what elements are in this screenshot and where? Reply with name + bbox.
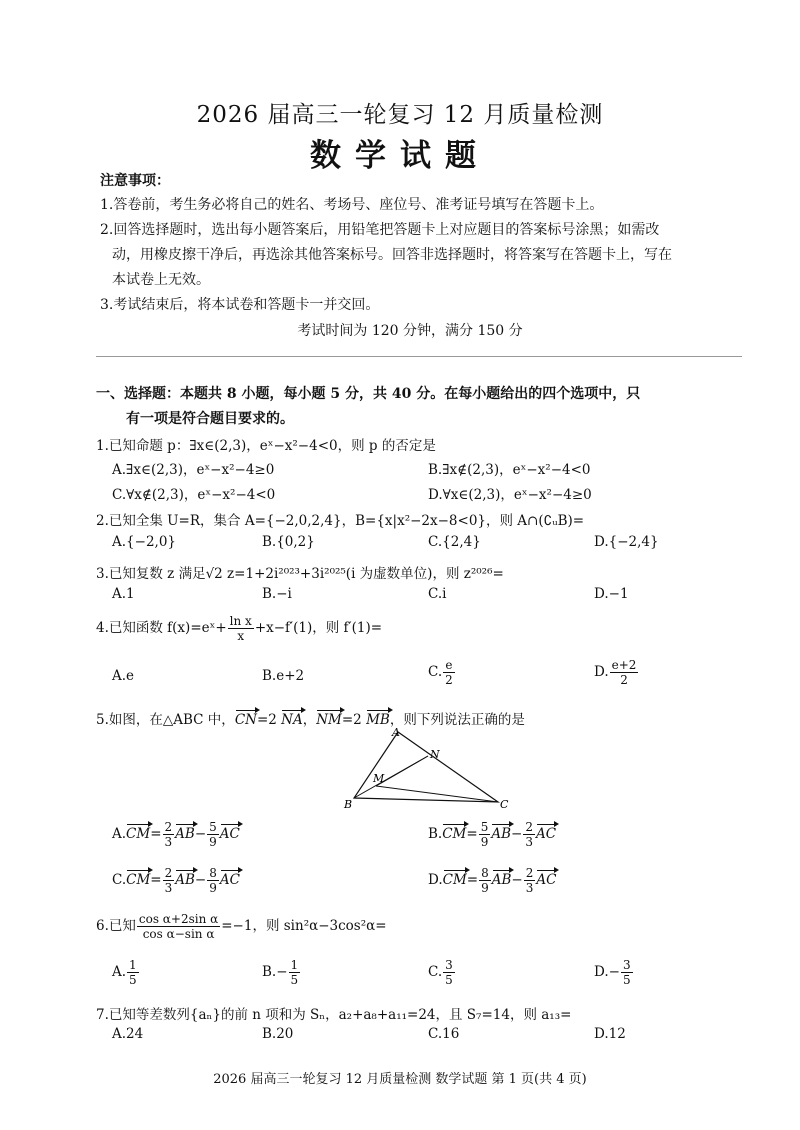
q4-stem: 4.已知函数 f(x)=eˣ+ $\frac{\text{ln x}}{x}$ +x−f′(1)，则 f′(1)= (96, 614, 383, 643)
q7-stem: 7.已知等差数列{aₙ}的前 n 项和为 Sₙ，a₂+a₈+a₁₁=24，且 S₇=14，则 a₁₃= (96, 1007, 572, 1023)
q5-option-c: C.CM= $\frac{2}{3}$ AB− $\frac{8}{9}$ AC (112, 866, 240, 895)
notice-item-2-line1: 2.回答选择题时，选出每小题答案后，用铅笔把答题卡上对应题目的答案标号涂黑；如需改 (100, 222, 660, 238)
q3-option-a: A.1 (112, 586, 135, 602)
q7-option-c: C.16 (428, 1026, 460, 1042)
q6-stem: 6.已知 $\frac{\text{cos α+2sin α}}{\text{cos α−sin α}}$ =−1，则 sin²α−3cos²α= (96, 912, 387, 941)
q3-stem: 3.已知复数 z 满足√2 z=1+2i²⁰²³+3i²⁰²⁵(i 为虚数单位)，则 z²⁰²⁶= (96, 566, 504, 582)
notice-item-2-line2: 动，用橡皮擦干净后，再选涂其他答案标号。回答非选择题时，将答案写在答题卡上，写在 (112, 247, 672, 263)
page-footer: 2026 届高三一轮复习 12 月质量检测 数学试题 第 1 页(共 4 页) (213, 1072, 587, 1087)
exam-title: 2026 届高三一轮复习 12 月质量检测 (196, 102, 604, 128)
q6-option-d: D.− $\frac{3}{5}$ (594, 958, 631, 987)
q4-option-c: C. $\frac{e}{2}$ (428, 658, 453, 687)
q2-option-d: D.{−2,4} (594, 534, 659, 550)
q1-option-c: C.∀x∉(2,3)，eˣ−x²−4<0 (112, 487, 276, 503)
fig-label-m: M (373, 772, 385, 785)
q6-fraction: $\frac{\text{cos α+2sin α}}{\text{cos α−sin α}}$ (138, 912, 219, 941)
divider (96, 356, 742, 357)
q2-stem: 2.已知全集 U=R，集合 A={−2,0,2,4}，B={x|x²−2x−8<0}，则 A∩(∁ᵤB)= (96, 513, 585, 529)
notice-item-3: 3.考试结束后，将本试卷和答题卡一并交回。 (100, 297, 380, 313)
q7-option-b: B.20 (262, 1026, 294, 1042)
q3-option-c: C.i (428, 586, 447, 602)
q4-option-b: B.e+2 (262, 668, 305, 684)
notice-item-2-line3: 本试卷上无效。 (112, 272, 210, 288)
q2-option-b: B.{0,2} (262, 534, 315, 550)
fig-label-b: B (344, 798, 353, 811)
q5-option-b: B.CM= $\frac{5}{9}$ AB− $\frac{2}{3}$ AC (428, 820, 557, 849)
q5-stem: 5.如图，在△ABC 中，CN=2 NA，NM=2 MB，则下列说法正确的是 (96, 712, 525, 728)
q3-option-b: B.−i (262, 586, 292, 602)
triangle-figure (340, 726, 520, 811)
q7-option-a: A.24 (112, 1026, 144, 1042)
q1-stem: 1.已知命题 p：∃x∈(2,3)，eˣ−x²−4<0，则 p 的否定是 (96, 438, 436, 454)
notice-label: 注意事项： (100, 173, 170, 189)
fig-label-c: C (500, 798, 509, 811)
fig-label-a: A (392, 726, 400, 739)
q2-option-a: A.{−2,0} (112, 534, 176, 550)
q5-option-d: D.CM= $\frac{8}{9}$ AB− $\frac{2}{3}$ AC (428, 866, 557, 895)
q3-option-d: D.−1 (594, 586, 629, 602)
subject-title: 数学试题 (310, 138, 490, 174)
section-heading-line2: 有一项是符合题目要求的。 (126, 411, 294, 427)
fig-label-n: N (430, 748, 440, 761)
q5-option-a: A.CM= $\frac{2}{3}$ AB− $\frac{5}{9}$ AC (112, 820, 240, 849)
q6-option-a: A. $\frac{1}{5}$ (112, 958, 137, 987)
q1-option-a: A.∃x∈(2,3)，eˣ−x²−4≥0 (112, 462, 275, 478)
q6-option-c: C. $\frac{3}{5}$ (428, 958, 453, 987)
q1-option-b: B.∃x∉(2,3)，eˣ−x²−4<0 (428, 462, 591, 478)
q1-option-d: D.∀x∈(2,3)，eˣ−x²−4≥0 (428, 487, 592, 503)
q4-fraction: $\frac{\text{ln x}}{x}$ (229, 614, 252, 643)
section-heading-line1: 一、选择题：本题共 8 小题，每小题 5 分，共 40 分。在每小题给出的四个选项中，只 (96, 386, 641, 402)
q2-option-c: C.{2,4} (428, 534, 481, 550)
q4-option-d: D. $\frac{e+2}{2}$ (594, 658, 637, 687)
q4-option-a: A.e (112, 668, 135, 684)
exam-info: 考试时间为 120 分钟，满分 150 分 (297, 323, 523, 339)
notice-item-1: 1.答卷前，考生务必将自己的姓名、考场号、座位号、准考证号填写在答题卡上。 (100, 197, 604, 213)
q6-option-b: B.− $\frac{1}{5}$ (262, 958, 299, 987)
q7-option-d: D.12 (594, 1026, 626, 1042)
